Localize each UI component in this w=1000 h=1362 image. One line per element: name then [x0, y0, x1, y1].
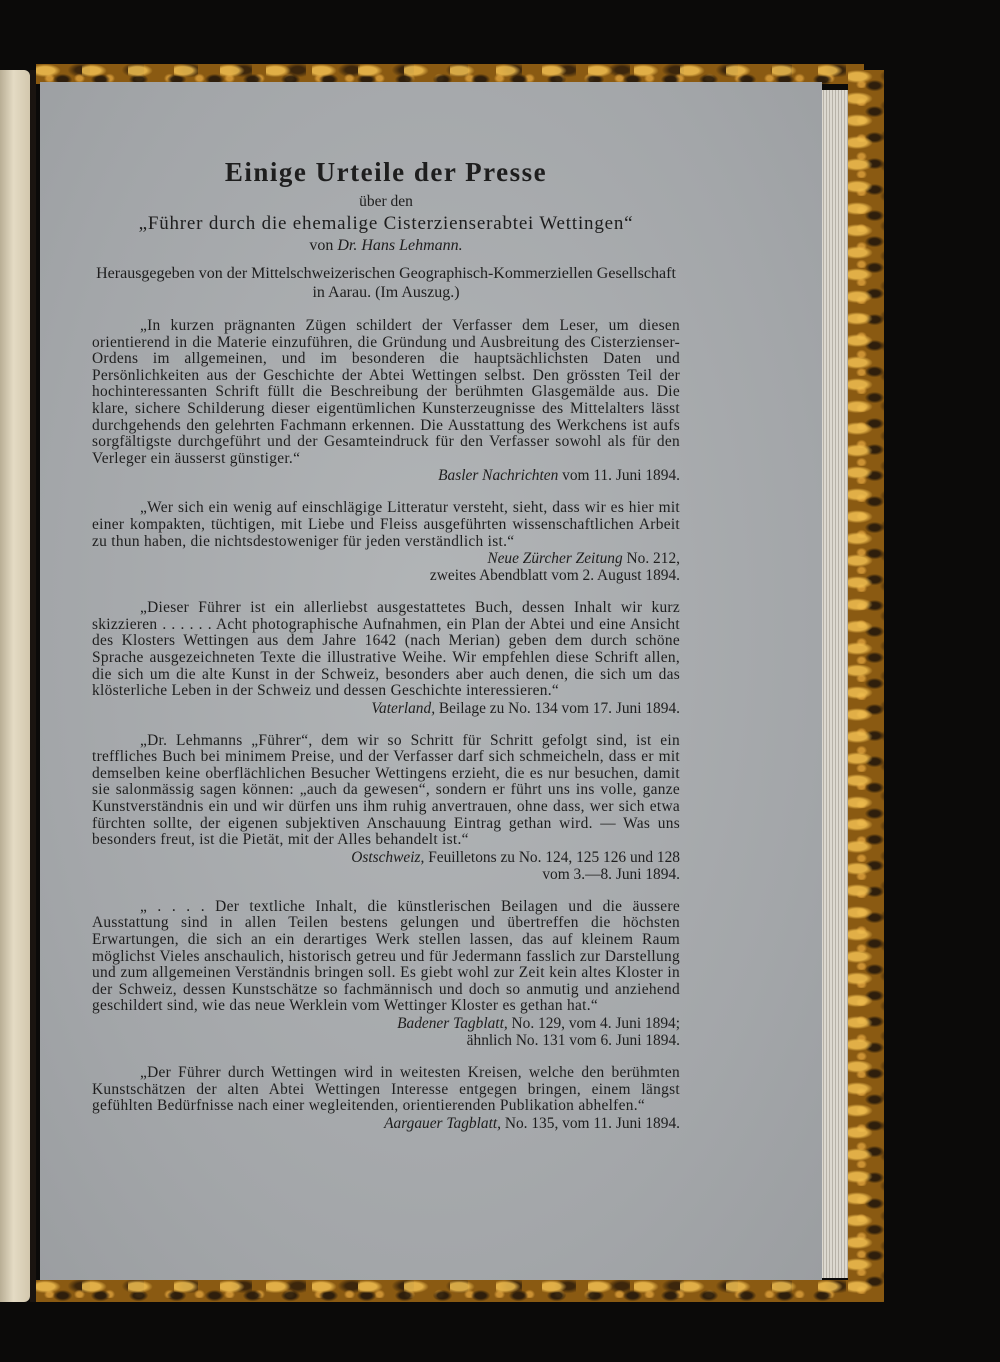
- source-detail: No. 212,: [622, 550, 680, 568]
- review-text: „Dr. Lehmanns „Führer“, dem wir so Schritt für Schritt gefolgt sind, ist ein treffliches Buch bei minimem Preise, und der Verfasser darf sich schmeicheln, dass er mit demselben keine oberflächlichen Besucher Wettingens erzieht, die es nur besuchen, damit sie salonmässig sagen können: „auch da gewesen“, sondern er führt uns ins volle, ganze Kunstverständnis ein und wir dürfen uns ihm ruhig anvertrauen, ohne dass, wer sich etwa fürchten sollte, der eigenen subjektiven Anschauung Eintrag gethan wird. — Was uns besonders freut, ist die Pietät, mit der Alles behandelt ist.“: [92, 731, 680, 849]
- review-source-line2: ähnlich No. 131 vom 6. Juni 1894.: [466, 1032, 680, 1049]
- source-name: Aargauer Tagblatt,: [384, 1114, 501, 1132]
- page-text: [92, 156, 680, 1132]
- book-subject: „Führer durch die ehemalige Cisterzienserabtei Wettingen“: [138, 213, 634, 234]
- review-text: „Dieser Führer ist ein allerliebst ausgestattetes Buch, dessen Inhalt wir kurz skizzieren . . . . . . Acht photographische Aufnahmen, ein Plan der Abtei und eine Ansicht des Klosters Wettingen aus dem Jahre 1642 (nach Merian) geben dem durch schöne Sprache ausgezeichneten Texte die illustrative Weihe. Wir empfehlen diese Schrift allen, die sich um die alte Kunst in der Schweiz, besonders aber auch denen, die sich um das klösterliche Leben in der Schweiz und dessen Geschichte interessieren.“: [92, 599, 680, 700]
- page-stack-edge: [818, 90, 848, 1278]
- source-detail: Feuilletons zu No. 124, 125 126 und 128: [424, 848, 680, 866]
- review-text: „Der Führer durch Wettingen wird in weitesten Kreisen, welche den berühmten Kunstschätzen der alten Abtei Wettingen Interesse entgegen bringen, einem längst gefühlten Bedürfnisse nach einer wegleitenden, orientierenden Publikation abhelfen.“: [92, 1064, 680, 1115]
- review-source: [92, 849, 680, 866]
- author-line: [92, 236, 680, 256]
- marbled-cover-bottom: [36, 1280, 864, 1302]
- source-detail: No. 135, vom 11. Juni 1894.: [501, 1114, 680, 1132]
- review-3: [92, 600, 680, 717]
- source-detail: vom 11. Juni 1894.: [558, 467, 680, 485]
- page-title: Einige Urteile der Presse: [224, 157, 548, 187]
- review-source-line2: vom 3.—8. Juni 1894.: [542, 865, 680, 883]
- source-name: Neue Zürcher Zeitung: [487, 550, 623, 568]
- review-source: [92, 700, 680, 717]
- review-source: [92, 1015, 680, 1032]
- review-5: [92, 899, 680, 1049]
- review-1: [92, 318, 680, 484]
- review-4: [92, 733, 680, 883]
- review-text: „In kurzen prägnanten Zügen schildert der Verfasser dem Leser, um diesen orientierend in die Materie einzuführen, die Gründung und Ausbreitung des Cisterzienser-Ordens im allgemeinen, und im besonderen die hauptsächlichsten Daten und Persönlichkeiten aus der Geschichte der Abtei Wettingen selbst. Den grössten Teil der hochinteressanten Schrift füllt die Beschreibung der berühmten Glasgemälde aus. Die klare, sichere Schilderung dieser eigentümlichen Kunsterzeugnisse des Mittelalters lässt durchgehends den gelehrten Fachmann erkennen. Die Ausstattung des Werkchens ist aufs sorgfältigste durchgeführt und der Gesamteindruck für den Verfasser sowohl als für den Verleger ein äusserst günstiger.“: [92, 317, 680, 467]
- review-2: [92, 500, 680, 584]
- marbled-cover-right: [848, 70, 884, 1302]
- review-source: [92, 1115, 680, 1132]
- title-connector: über den: [359, 193, 413, 210]
- review-source-line2: zweites Abendblatt vom 2. August 1894.: [429, 567, 680, 585]
- review-text: „ . . . . Der textliche Inhalt, die künstlerischen Beilagen und die äussere Ausstattung sind in allen Teilen bestens gelungen und übertreffen die höchsten Erwartungen, die sich an ein derartiges Werk stellen lassen, das auf kleinem Raum möglichst Vieles anschaulich, historisch getreu und für Jedermann fasslich zur Darstellung und zum allgemeinen Verständnis bringen soll. Es giebt wohl zur Zeit kein altes Kloster in der Schweiz, dessen Kunstschätze so fachmännisch und doch so anmutig und anziehend geschildert sind, wie das neue Werklein vom Wettinger Kloster es gethan hat.“: [92, 897, 680, 1015]
- publisher-note: Herausgegeben von der Mittelschweizerischen Geographisch-Kommerziellen Gesellschaft in Aarau. (Im Auszug.): [96, 265, 676, 301]
- left-binding-edge: [30, 70, 36, 1302]
- review-source: [92, 550, 680, 567]
- source-name: Vaterland,: [371, 699, 436, 717]
- review-text: „Wer sich ein wenig auf einschlägige Litteratur versteht, sieht, dass wir es hier mit einer kompakten, tüchtigen, mit Liebe und Fleiss ausgeführten wissenschaftlichen Arbeit zu thun haben, die nichtsdestoweniger für jeden verständlich ist.“: [92, 499, 680, 550]
- review-source: [92, 467, 680, 484]
- source-name: Ostschweiz,: [351, 848, 425, 866]
- marbled-cover-top: [36, 64, 864, 84]
- source-name: Basler Nachrichten: [438, 467, 559, 485]
- author-prefix: von: [309, 237, 334, 254]
- source-detail: No. 129, vom 4. Juni 1894;: [507, 1015, 680, 1032]
- author-name: Dr. Hans Lehmann.: [337, 237, 463, 254]
- review-6: [92, 1065, 680, 1132]
- source-detail: Beilage zu No. 134 vom 17. Juni 1894.: [435, 699, 680, 717]
- left-page-edge: [0, 70, 30, 1302]
- book-page: [40, 82, 822, 1280]
- source-name: Badener Tagblatt,: [397, 1015, 508, 1032]
